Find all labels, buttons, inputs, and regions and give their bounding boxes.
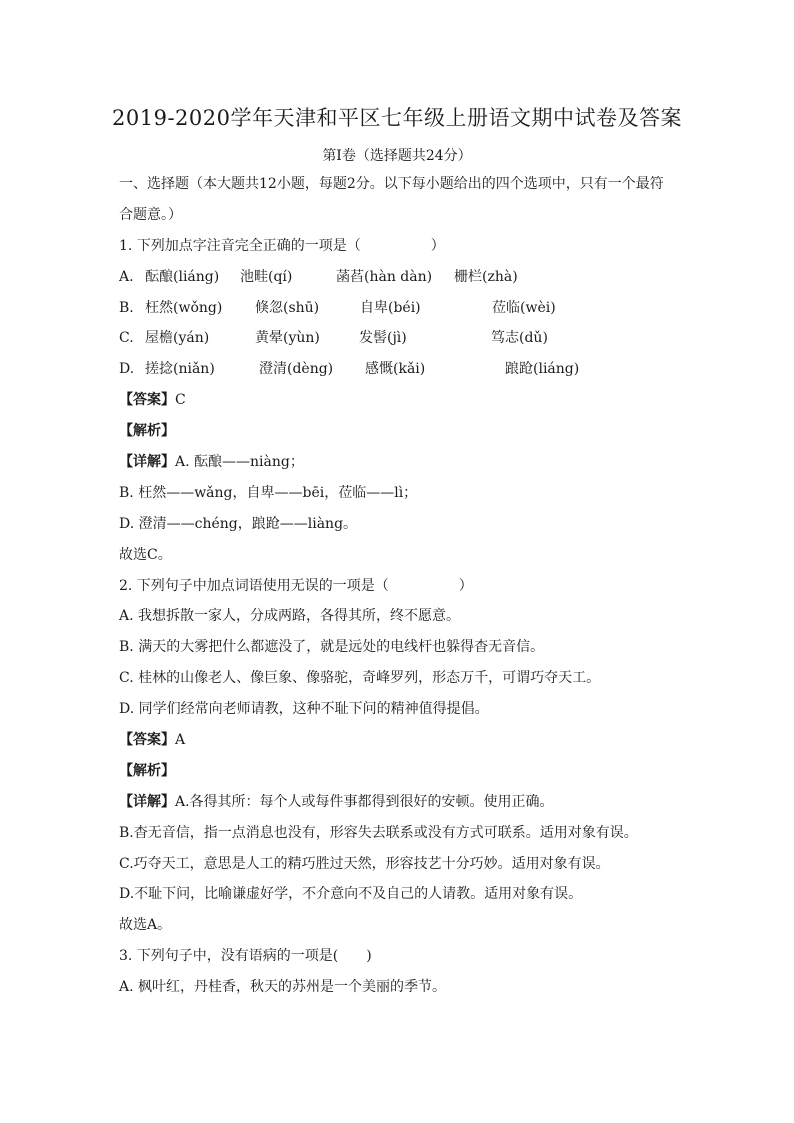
question-2-option-d: D. 同学们经常向老师请教，这种不耻下问的精神值得提倡。 <box>119 701 489 718</box>
section-heading-line-2: 合题意。） <box>119 206 182 223</box>
question-1-option-b <box>119 298 679 318</box>
question-2-stem: 2. 下列句子中加点词语使用无误的一项是（ ） <box>119 577 473 594</box>
option-item: 踉跄(liáng) <box>505 361 580 378</box>
option-item: 菡萏(hàn dàn) <box>336 268 433 285</box>
question-1-detail-line-1 <box>119 452 679 472</box>
section-subtitle: 第Ⅰ卷（选择题共24分） <box>322 148 472 164</box>
option-item: 池畦(qí) <box>240 268 293 285</box>
detail-tag: 【详解】 <box>119 454 175 471</box>
question-1-option-a <box>119 267 679 287</box>
question-1-detail-line-2: B. 枉然——wǎng，自卑——bēi，莅临——lì； <box>119 484 418 501</box>
question-2-option-b: B. 满天的大雾把什么都遮没了，就是远处的电线杆也躲得杳无音信。 <box>119 639 545 656</box>
page-title: 2019-2020学年天津和平区七年级上册语文期中试卷及答案 <box>112 106 682 130</box>
answer-tag: 【答案】 <box>119 732 175 749</box>
question-1-option-d <box>119 359 679 379</box>
question-1-analysis-tag: 【解析】 <box>119 423 175 440</box>
option-item: 莅临(wèi) <box>492 299 556 316</box>
detail-tag: 【详解】 <box>119 793 175 810</box>
detail-text: A.各得其所：每个人或每件事都得到很好的安顿。使用正确。 <box>175 793 554 810</box>
detail-text: A. 酝酿——niàng； <box>175 454 304 471</box>
option-label: A. <box>119 268 134 285</box>
question-2-option-a: A. 我想拆散一家人，分成两路，各得其所，终不愿意。 <box>119 608 461 625</box>
option-item: 枉然(wǒng) <box>145 299 223 316</box>
option-item: 栅栏(zhà) <box>454 268 518 285</box>
question-3-stem: 3. 下列句子中，没有语病的一项是( ) <box>119 948 372 965</box>
question-2-analysis-tag: 【解析】 <box>119 762 175 779</box>
question-2-option-c: C. 桂林的山像老人、像巨象、像骆驼，奇峰罗列，形态万千，可谓巧夺天工。 <box>119 670 601 687</box>
question-1-detail-line-3: D. 澄清——chéng，踉跄——liàng。 <box>119 515 358 532</box>
question-1-conclusion: 故选C。 <box>119 546 172 563</box>
question-1-option-c <box>119 328 679 348</box>
question-2-detail-line-2: B.杳无音信，指一点消息也没有，形容失去联系或没有方式可联系。适用对象有误。 <box>119 824 638 841</box>
option-label: C. <box>119 330 134 347</box>
question-2-conclusion: 故选A。 <box>119 917 172 934</box>
option-item: 发髻(jì) <box>359 330 407 347</box>
option-label: D. <box>119 361 135 378</box>
answer-value: A <box>175 732 186 749</box>
question-2-detail-line-4: D.不耻下问，比喻谦虚好学，不介意向不及自己的人请教。适用对象有误。 <box>119 886 583 903</box>
answer-value: C <box>175 392 186 409</box>
option-item: 黄晕(yùn) <box>255 330 320 347</box>
option-item: 澄清(dèng) <box>259 361 334 378</box>
option-item: 酝酿(liáng) <box>145 268 220 285</box>
option-item: 感慨(kǎi) <box>365 361 426 378</box>
option-label: B. <box>119 299 134 316</box>
question-2-detail-line-3: C.巧夺天工，意思是人工的精巧胜过天然，形容技艺十分巧妙。适用对象有误。 <box>119 855 610 872</box>
option-item: 自卑(béi) <box>360 299 421 316</box>
question-3-option-a: A. 枫叶红，丹桂香，秋天的苏州是一个美丽的季节。 <box>119 979 447 996</box>
option-item: 搓捻(niǎn) <box>145 361 215 378</box>
option-item: 倏忽(shū) <box>255 299 320 316</box>
option-item: 笃志(dǔ) <box>491 330 548 347</box>
question-1-answer <box>119 390 679 410</box>
question-2-answer <box>119 730 679 750</box>
option-item: 屋檐(yán) <box>145 330 210 347</box>
question-2-detail-line-1 <box>119 792 679 812</box>
answer-tag: 【答案】 <box>119 392 175 409</box>
question-1-stem: 1. 下列加点字注音完全正确的一项是（ ） <box>119 237 445 254</box>
section-heading-line-1: 一、选择题（本大题共12小题，每题2分。以下每小题给出的四个选项中，只有一个最符 <box>119 176 664 192</box>
document-body <box>119 174 679 1008</box>
